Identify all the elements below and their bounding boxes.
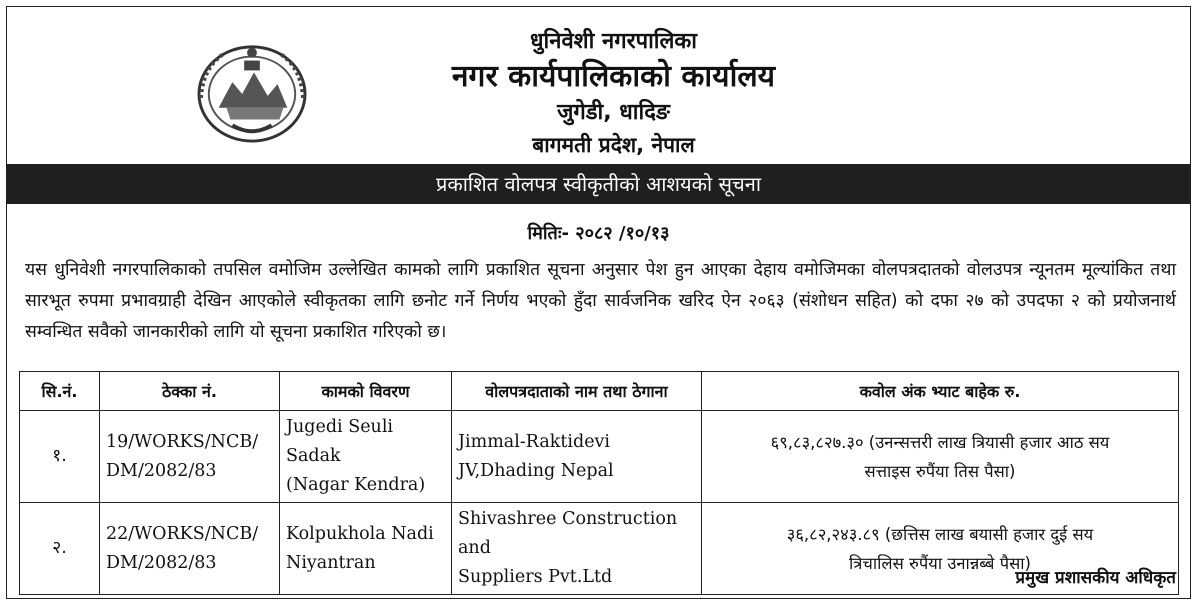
amount-line: त्रिचालिस रुपैंया उनान्नब्बे पैसा) — [849, 553, 1031, 573]
notice-page — [6, 6, 1191, 599]
work-line: (Nagar Kendra) — [286, 475, 426, 495]
header-bid-amount: कवोल अंक भ्याट बाहेक रु. — [702, 372, 1179, 411]
header-bidder: वोलपत्रदाताको नाम तथा ठेगाना — [452, 372, 702, 411]
bidder-line: JV,Dhading Nepal — [458, 460, 614, 481]
row-contract-no — [100, 411, 280, 503]
row-contract-no — [100, 503, 280, 595]
row-bid-amount — [702, 411, 1179, 503]
contract-line: DM/2082/83 — [106, 460, 217, 481]
header-contract-no: ठेक्का नं. — [100, 372, 280, 411]
signatory-title: प्रमुख प्रशासकीय अधिकृत — [1015, 568, 1176, 588]
row-sn: २. — [20, 503, 100, 595]
notice-paragraph: यस धुनिवेशी नगरपालिकाको तपसिल वमोजिम उल्लेखित कामको लागि प्रकाशित सूचना अनुसार पेश हुन आएका देहाय वमोजिमका वोलपत्रदातको वोलउपत्र न्यूनतम मूल्यांकित तथा सारभूत रुपमा प्रभावग्राही देखिन आएकोले स्वीकृतका लागि छनोट गर्ने निर्णय भएको हुँदा सार्वजनिक खरिद ऐन २०६३ (संशोधन सहित) को दफा २७ को उपदफा २ को प्रयोजनार्थ सम्वन्धित सवैको जानकारीको लागि यो सूचना प्रकाशित गरिएको छ। — [25, 260, 1176, 342]
office-titles — [7, 27, 1190, 161]
row-work-description — [280, 411, 452, 503]
date-label: मितिः- — [527, 223, 569, 244]
work-line: Kolpukhola Nadi — [286, 523, 434, 544]
notice-header — [7, 7, 1190, 163]
office-location: जुगेडी, धादिङ — [557, 100, 670, 125]
table-header-row — [20, 372, 1179, 411]
table-row — [20, 411, 1179, 503]
table-row — [20, 503, 1179, 595]
row-bidder — [452, 503, 702, 595]
office-name: नगर कार्यपालिकाको कार्यालय — [451, 59, 776, 94]
bidder-line: Shivashree Construction and — [458, 509, 678, 558]
notice-date — [7, 221, 1190, 245]
header-sn: सि.नं. — [20, 372, 100, 411]
date-value: २०८२ /१०/१३ — [575, 223, 670, 244]
amount-line: ६९,८३,८२७.३० (उनन्सत्तरी लाख त्रियासी हजार आठ सय — [770, 432, 1110, 452]
work-line: Niyantran — [286, 552, 376, 573]
work-line: Jugedi Seuli Sadak — [286, 417, 394, 466]
notice-title-banner: प्रकाशित वोलपत्र स्वीकृतीको आशयको सूचना — [7, 164, 1190, 204]
contract-line: DM/2082/83 — [106, 552, 217, 573]
row-sn: १. — [20, 411, 100, 503]
municipality-name: धुनिवेशी नगरपालिका — [530, 29, 697, 54]
bid-table — [19, 371, 1179, 595]
amount-line: ३६,८२,२४३.८९ (छत्तिस लाख बयासी हजार दुई सय — [786, 524, 1094, 544]
bidder-line: Jimmal-Raktidevi — [458, 431, 611, 452]
office-province: बागमती प्रदेश, नेपाल — [532, 133, 695, 157]
header-work-description: कामको विवरण — [280, 372, 452, 411]
row-bidder — [452, 411, 702, 503]
amount-line: सत्ताइस रुपैंया तिस पैसा) — [864, 461, 1016, 481]
row-work-description — [280, 503, 452, 595]
contract-line: 19/WORKS/NCB/ — [106, 431, 259, 452]
bidder-line: Suppliers Pvt.Ltd — [458, 567, 613, 587]
contract-line: 22/WORKS/NCB/ — [106, 523, 259, 544]
